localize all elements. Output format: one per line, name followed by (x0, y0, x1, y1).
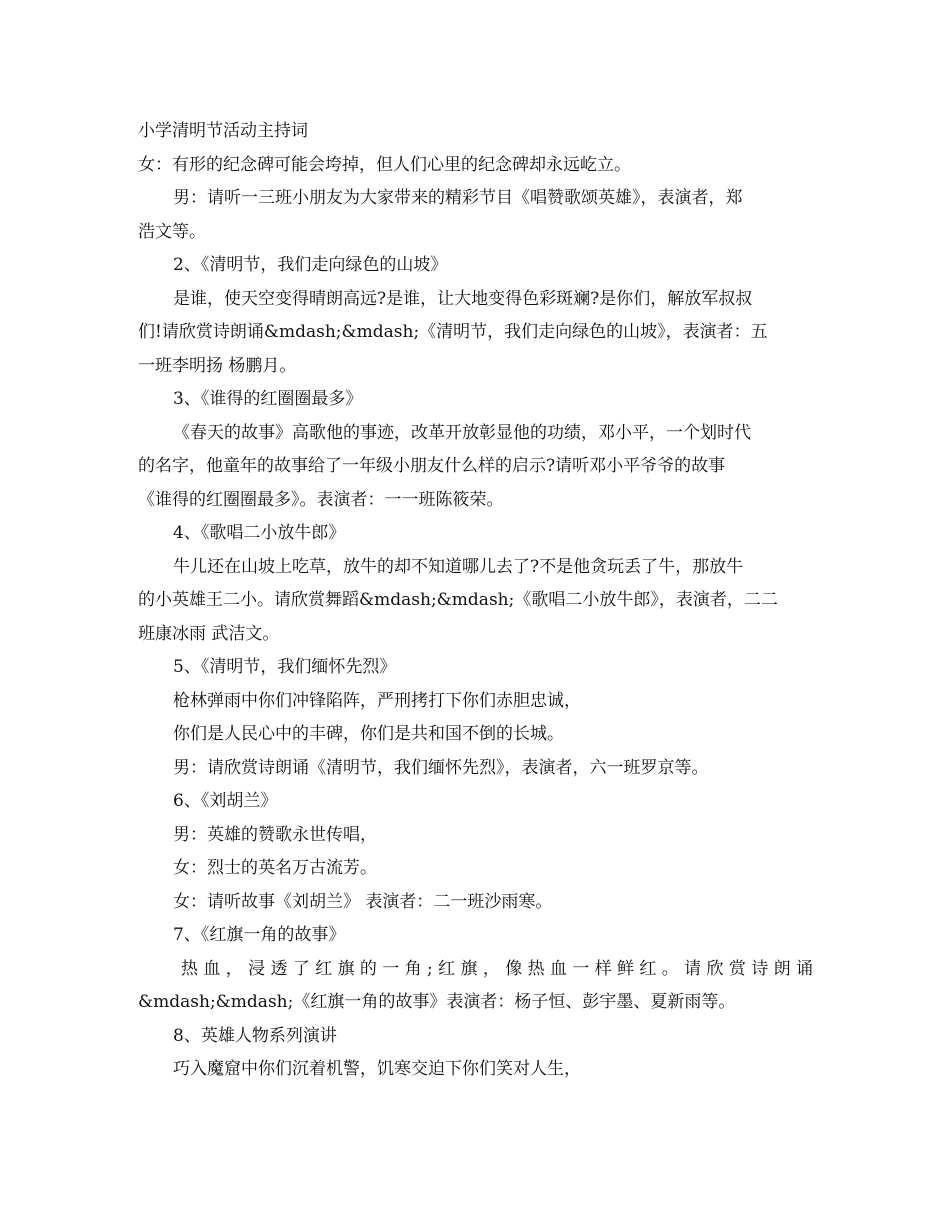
text-line: 们!请欣赏诗朗诵&mdash;&mdash;《清明节，我们走向绿色的山坡》，表演者：五 (138, 322, 768, 342)
text-line: 《谁得的红圈圈最多》。表演者：一一班陈筱荣。 (138, 489, 504, 510)
text-line: 浩文等。 (138, 221, 206, 242)
text-line: 一班李明扬 杨鹏月。 (138, 355, 297, 376)
text-line: 男：请欣赏诗朗诵《清明节，我们缅怀先烈》，表演者，六一班罗京等。 (173, 757, 709, 778)
section-heading: 4、《歌唱二小放牛郎》 (173, 523, 346, 543)
text-line: 枪林弹雨中你们冲锋陷阵，严刑拷打下你们赤胆忠诚， (173, 690, 581, 711)
text-line: &mdash;&mdash;《红旗一角的故事》表演者：杨子恒、彭宇墨、夏新雨等。 (138, 992, 736, 1012)
text-line: 你们是人民心中的丰碑，你们是共和国不倒的长城。 (173, 724, 564, 744)
text-line: 热血，浸透了红旗的一角;红旗，像热血一样鲜红。请欣赏诗朗诵 (181, 958, 813, 979)
text-line: 是谁，使天空变得晴朗高远?是谁，让大地变得色彩斑斓?是你们，解放军叔叔 (173, 288, 753, 309)
text-line: 班康冰雨 武洁文。 (138, 623, 280, 644)
section-heading: 7、《红旗一角的故事》 (173, 925, 346, 945)
text-line: 牛儿还在山坡上吃草，放牛的却不知道哪儿去了?不是他贪玩丢了牛，那放牛 (173, 556, 744, 577)
section-heading: 8、英雄人物系列演讲 (173, 1025, 337, 1046)
text-line: 男：英雄的赞歌永世传唱， (173, 824, 377, 845)
document-body (138, 115, 813, 1087)
text-line: 女：有形的纪念碑可能会垮掉，但人们心里的纪念碑却永远屹立。 (138, 154, 631, 175)
document-title: 小学清明节活动主持词 (138, 121, 308, 141)
text-line: 《春天的故事》高歌他的事迹，改革开放彰显他的功绩，邓小平，一个划时代 (173, 422, 751, 443)
text-line: 女：请听故事《刘胡兰》 表演者：二一班沙雨寒。 (173, 891, 553, 912)
text-line: 的名字，他童年的故事给了一年级小朋友什么样的启示?请听邓小平爷爷的故事 (138, 456, 726, 476)
text-line: 巧入魔窟中你们沉着机警，饥寒交迫下你们笑对人生， (173, 1059, 581, 1079)
section-heading: 6、《刘胡兰》 (173, 791, 278, 811)
text-line: 的小英雄王二小。请欣赏舞蹈&mdash;&mdash;《歌唱二小放牛郎》，表演者，二二 (138, 590, 778, 610)
text-line: 男：请听一三班小朋友为大家带来的精彩节目《唱赞歌颂英雄》，表演者，郑 (173, 188, 743, 208)
section-heading: 3、《谁得的红圈圈最多》 (173, 389, 363, 409)
section-heading: 2、《清明节，我们走向绿色的山坡》 (173, 255, 448, 275)
text-line: 女：烈士的英名万古流芳。 (173, 858, 377, 878)
section-heading: 5、《清明节，我们缅怀先烈》 (173, 657, 397, 677)
